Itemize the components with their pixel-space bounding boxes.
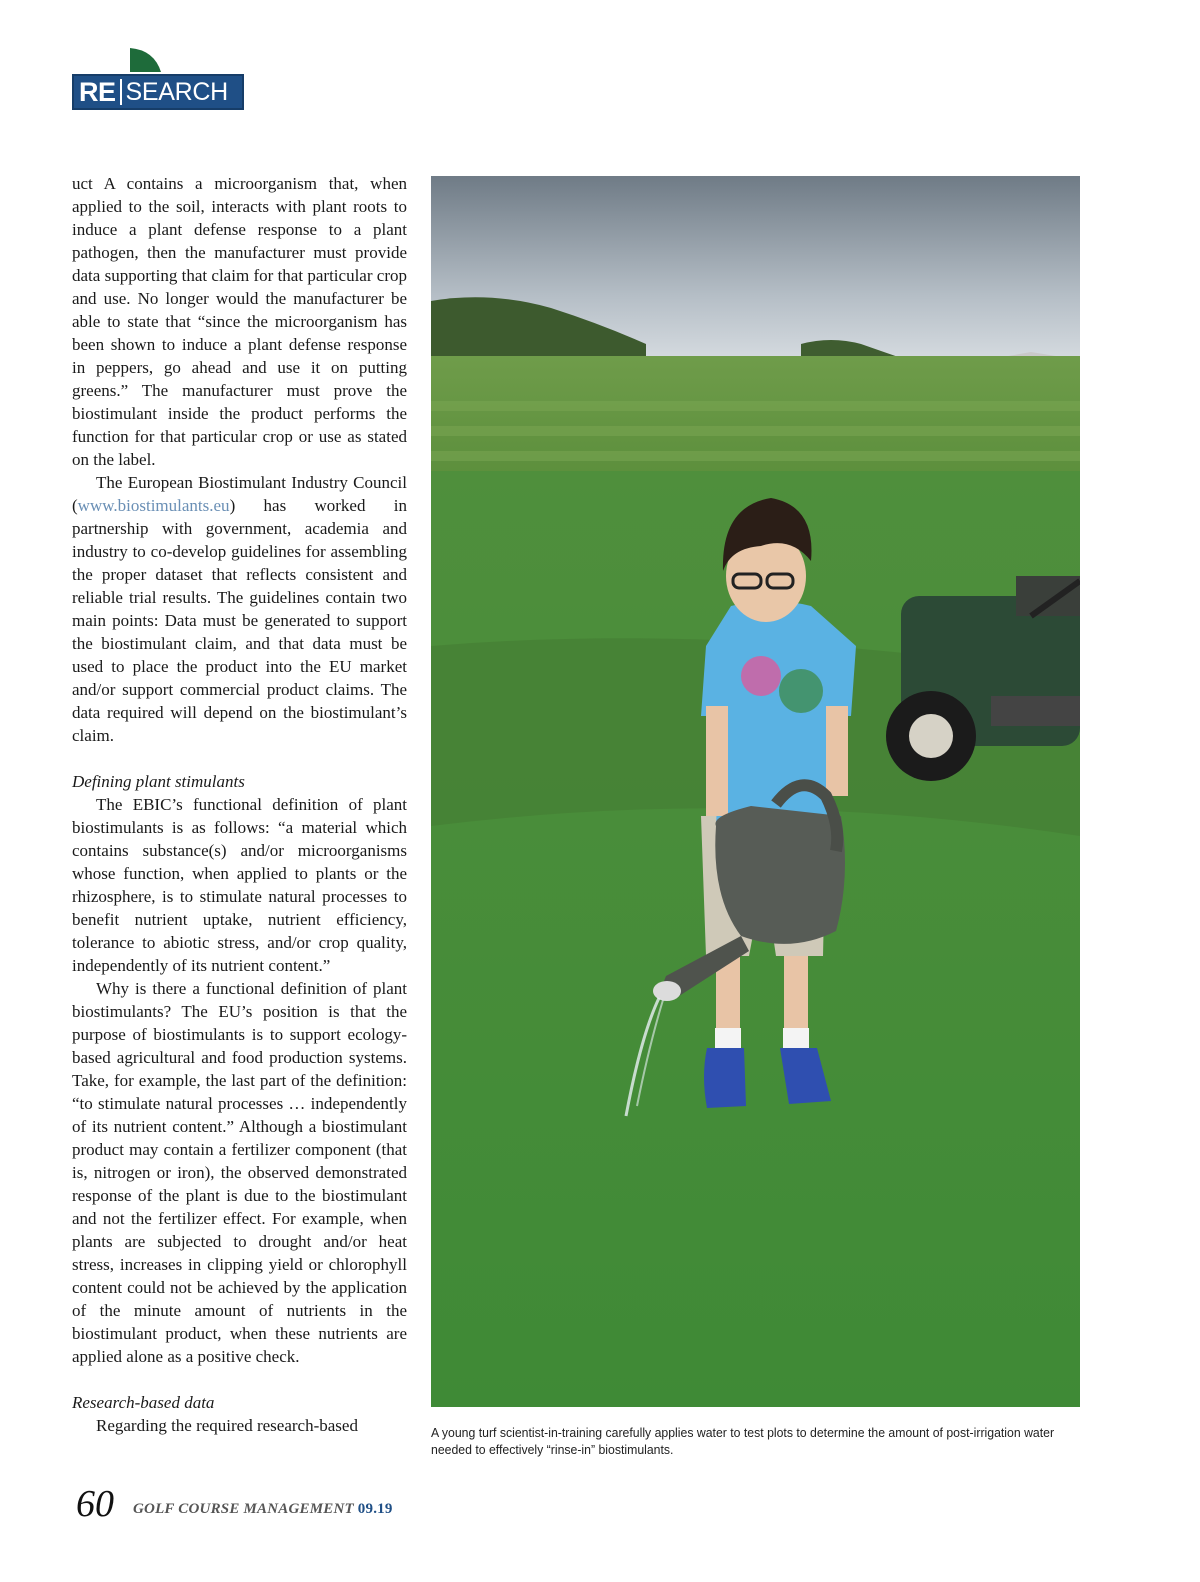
- ebic-website-link[interactable]: www.biostimulants.eu: [77, 496, 230, 515]
- research-section-logo: [72, 46, 244, 112]
- turf-photo-illustration: [431, 176, 1080, 1407]
- paragraph-text: The European Biostimulant Industry Council (: [72, 473, 407, 515]
- issue-date: 09.19: [357, 1501, 393, 1517]
- logo-divider: [120, 79, 122, 105]
- article-paragraph: Regarding the required research-based: [96, 1416, 358, 1435]
- paragraph-text: ) has worked in partnership with government, academia and industry to co-develop guidelines for assembling the proper dataset that reflects consistent and reliable trial results. The guidelines contain two main points: Data must be generated to support the biostimulant claim, and that data must be used to place the product into the EU market and/or support commercial product claims. The data required will depend on the biostimulant’s claim.: [72, 496, 407, 745]
- logo-search-text: SEARCH: [125, 77, 228, 106]
- article-paragraph: uct A contains a microorganism that, when applied to the soil, interacts with plant roots to induce a plant defense response to a plant pathogen, then the manufacturer must provide data supporting that claim for that particular crop and use. No longer would the manufacturer be able to state that “since the microorganism has been shown to induce a plant defense response in peppers, go ahead and use it on putting greens.” The manufacturer must prove the biostimulant inside the product performs the function for that particular crop or use as stated on the label.: [72, 174, 407, 469]
- logo-re-text: RE: [79, 76, 116, 107]
- magazine-footer: [133, 1501, 393, 1518]
- magazine-title: GOLF COURSE MANAGEMENT: [133, 1501, 354, 1517]
- article-paragraph: Why is there a functional definition of plant biostimulants? The EU’s position is that the purpose of biostimulants is to support ecology-based agricultural and food production systems. Take, for example, the last part of the definition: “to stimulate natural processes … independently of its nutrient content.” Although a biostimulant product may contain a fertilizer component (that is, nitrogen or iron), the observed demonstrated response of the plant is due to the biostimulant and not the fertilizer effect. For example, when plants are subjected to drought and/or heat stress, increases in clipping yield or chlorophyll content could not be achieved by the application of the minute amount of nutrients in the biostimulant product, when these nutrients are applied alone as a positive check.: [72, 979, 407, 1366]
- article-paragraph: The EBIC’s functional definition of plant biostimulants is as follows: “a material which contains substance(s) and/or microorganisms whose function, when applied to plants or the rhizosphere, is to stimulate natural processes to benefit nutrient uptake, nutrient efficiency, tolerance to abiotic stress, and/or crop quality, independently of its nutrient content.”: [72, 795, 407, 975]
- article-photo: [431, 176, 1080, 1407]
- subheading-defining-plant-stimulants: Defining plant stimulants: [72, 772, 245, 791]
- article-column: [72, 172, 407, 1437]
- page-number: 60: [76, 1483, 114, 1525]
- article-paragraph: [72, 471, 407, 747]
- photo-caption: A young turf scientist-in-training carefully applies water to test plots to determine the amount of post-irrigation water needed to effectively “rinse-in” biostimulants.: [431, 1425, 1055, 1457]
- sail-logo-icon: [128, 46, 162, 72]
- section-label: [72, 74, 244, 110]
- subheading-research-based-data: Research-based data: [72, 1393, 215, 1412]
